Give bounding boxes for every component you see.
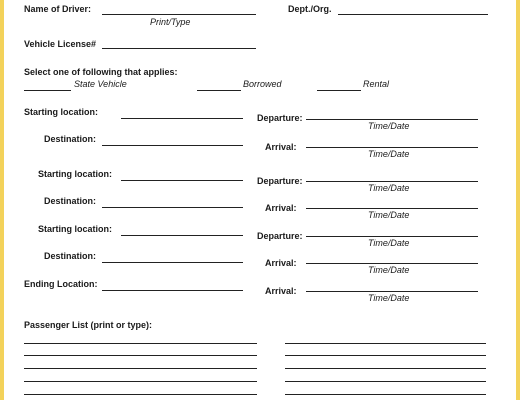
time-date-hint: Time/Date — [368, 121, 410, 131]
departure-line-2[interactable] — [306, 181, 478, 182]
passenger-line[interactable] — [285, 368, 486, 369]
state-vehicle-line[interactable] — [24, 90, 71, 91]
passenger-line[interactable] — [24, 355, 257, 356]
dept-line[interactable] — [338, 14, 488, 15]
passenger-line[interactable] — [285, 394, 486, 395]
time-date-hint: Time/Date — [368, 238, 410, 248]
passenger-line[interactable] — [24, 343, 257, 344]
borrowed-option: Borrowed — [243, 79, 282, 89]
passenger-line[interactable] — [285, 343, 486, 344]
state-vehicle-option: State Vehicle — [74, 79, 127, 89]
starting-label-1: Starting location: — [24, 107, 98, 117]
starting-line-3[interactable] — [121, 235, 243, 236]
license-label: Vehicle License# — [24, 39, 97, 49]
rental-line[interactable] — [317, 90, 361, 91]
departure-line-3[interactable] — [306, 236, 478, 237]
ending-label: Ending Location: — [24, 279, 98, 289]
arrival-label-1: Arrival: — [265, 142, 297, 152]
starting-label-3: Starting location: — [38, 224, 112, 234]
arrival-line-2[interactable] — [306, 208, 478, 209]
starting-line-1[interactable] — [121, 118, 243, 119]
destination-line-2[interactable] — [102, 207, 243, 208]
rental-option: Rental — [363, 79, 390, 89]
time-date-hint: Time/Date — [368, 293, 410, 303]
destination-label-2: Destination: — [44, 196, 97, 206]
license-line[interactable] — [102, 48, 256, 49]
dept-label: Dept./Org. — [288, 4, 332, 14]
borrowed-line[interactable] — [197, 90, 241, 91]
arrival-line-4[interactable] — [306, 291, 478, 292]
starting-line-2[interactable] — [121, 180, 243, 181]
passenger-line[interactable] — [285, 355, 486, 356]
arrival-label-3: Arrival: — [265, 258, 297, 268]
starting-label-2: Starting location: — [38, 169, 112, 179]
departure-label-3: Departure: — [257, 231, 303, 241]
time-date-hint: Time/Date — [368, 183, 410, 193]
destination-line-3[interactable] — [102, 262, 243, 263]
arrival-label-4: Arrival: — [265, 286, 297, 296]
arrival-line-3[interactable] — [306, 263, 478, 264]
destination-line-1[interactable] — [102, 145, 243, 146]
arrival-label-2: Arrival: — [265, 203, 297, 213]
passenger-line[interactable] — [285, 381, 486, 382]
time-date-hint: Time/Date — [368, 210, 410, 220]
passenger-line[interactable] — [24, 394, 257, 395]
print-type-hint: Print/Type — [150, 17, 191, 27]
arrival-line-1[interactable] — [306, 147, 478, 148]
destination-label-1: Destination: — [44, 134, 97, 144]
departure-line-1[interactable] — [306, 119, 478, 120]
travel-form — [4, 0, 516, 400]
departure-label-2: Departure: — [257, 176, 303, 186]
departure-label-1: Departure: — [257, 113, 303, 123]
time-date-hint: Time/Date — [368, 149, 410, 159]
select-label: Select one of following that applies: — [24, 67, 178, 77]
ending-line[interactable] — [102, 290, 243, 291]
passenger-label: Passenger List (print or type): — [24, 320, 153, 330]
driver-label: Name of Driver: — [24, 4, 92, 14]
driver-name-line[interactable] — [102, 14, 256, 15]
destination-label-3: Destination: — [44, 251, 97, 261]
passenger-line[interactable] — [24, 381, 257, 382]
time-date-hint: Time/Date — [368, 265, 410, 275]
passenger-line[interactable] — [24, 368, 257, 369]
